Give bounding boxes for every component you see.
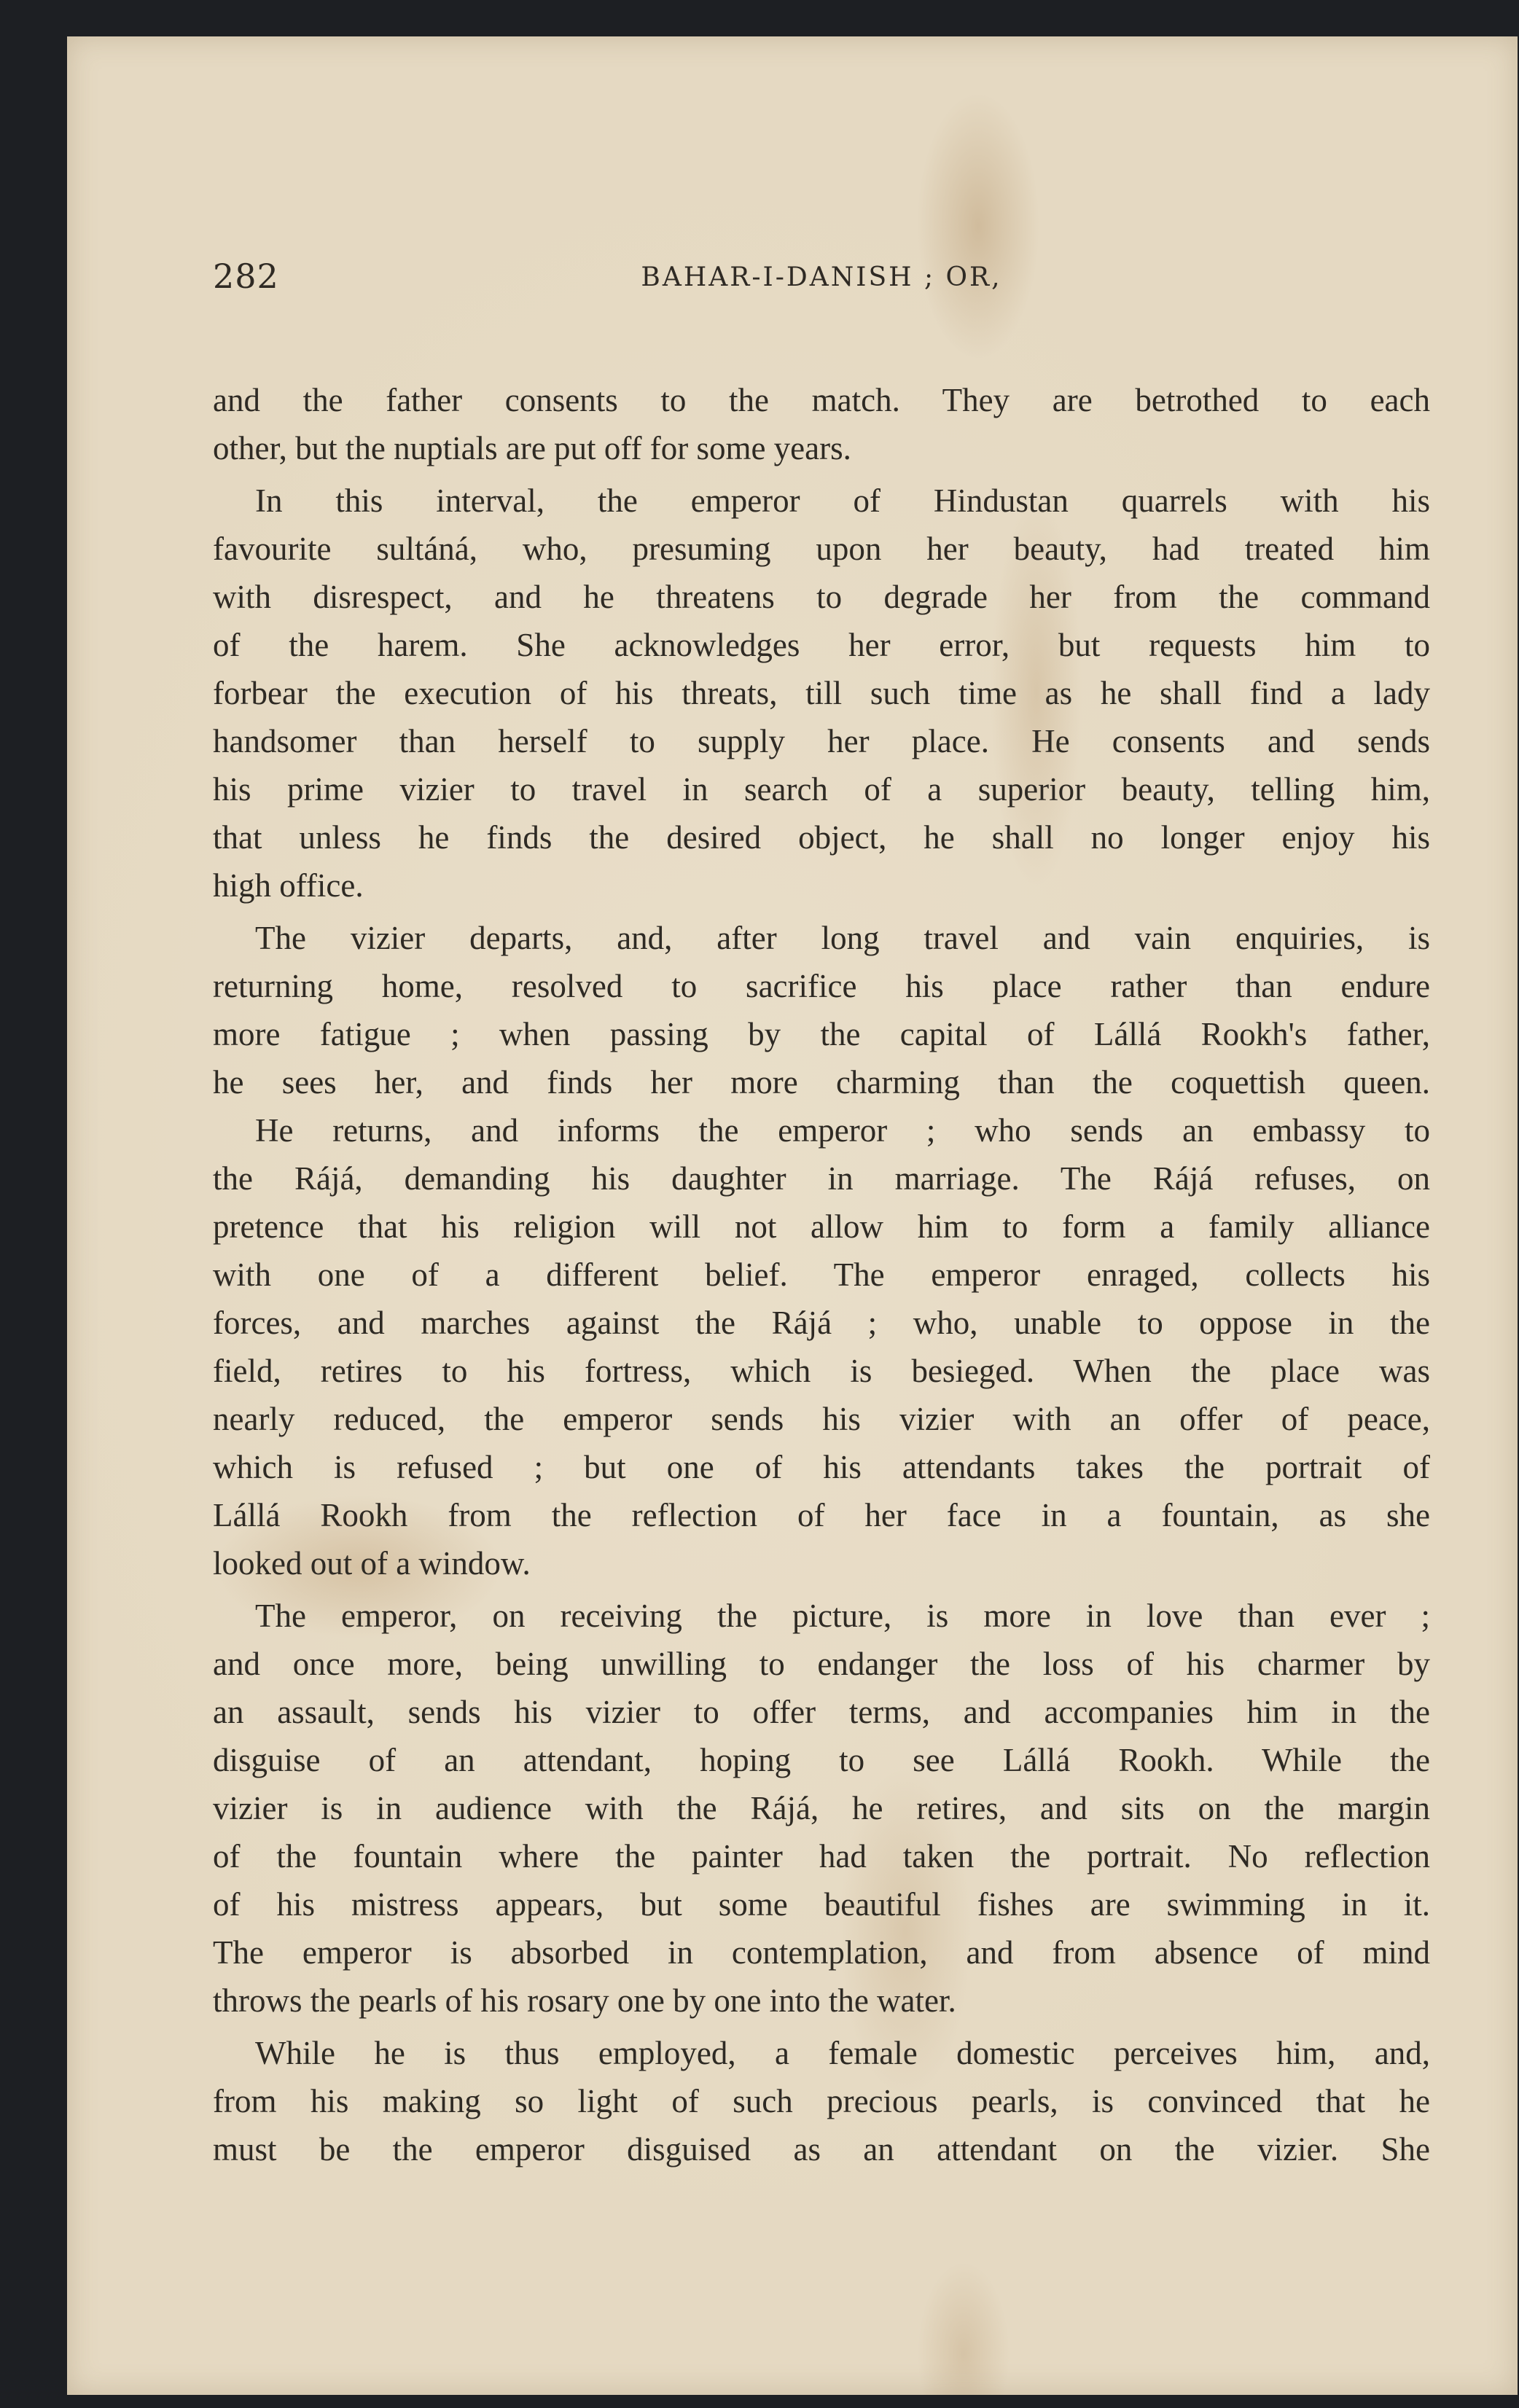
- text-line: high office.: [213, 867, 364, 904]
- text-line: an assault, sends his vizier to offer terms, and accompanies him in the: [213, 1694, 1430, 1730]
- text-line: While he is thus employed, a female domestic perceives him, and,: [255, 2035, 1430, 2071]
- paragraph: [213, 2029, 1430, 2173]
- text-line: disguise of an attendant, hoping to see Lállá Rookh. While the: [213, 1742, 1430, 1778]
- text-line: and the father consents to the match. They are betrothed to each: [213, 382, 1430, 418]
- text-line: returning home, resolved to sacrifice his place rather than endure: [213, 968, 1430, 1004]
- text-line: which is refused ; but one of his attendants takes the portrait of: [213, 1449, 1430, 1485]
- text-line: favourite sultáná, who, presuming upon her beauty, had treated him: [213, 531, 1430, 567]
- text-line: other, but the nuptials are put off for some years.: [213, 430, 851, 466]
- text-line: and once more, being unwilling to endanger the loss of his charmer by: [213, 1646, 1430, 1682]
- text-line: In this interval, the emperor of Hindustan quarrels with his: [255, 482, 1430, 519]
- text-line: The emperor, on receiving the picture, is more in love than ever ;: [255, 1598, 1430, 1634]
- paragraph: [213, 1106, 1430, 1587]
- text-line: with one of a different belief. The emperor enraged, collects his: [213, 1256, 1430, 1293]
- paragraph: [213, 1592, 1430, 2025]
- page-number: 282: [213, 257, 279, 296]
- text-line: pretence that his religion will not allow him to form a family alliance: [213, 1208, 1430, 1245]
- text-line: throws the pearls of his rosary one by one into the water.: [213, 1982, 956, 2019]
- text-line: the Rájá, demanding his daughter in marriage. The Rájá refuses, on: [213, 1160, 1430, 1197]
- text-line: Lállá Rookh from the reflection of her face in a fountain, as she: [213, 1497, 1430, 1533]
- text-line: He returns, and informs the emperor ; who sends an embassy to: [255, 1112, 1430, 1149]
- text-line: he sees her, and finds her more charming than the coquettish queen.: [213, 1064, 1430, 1101]
- text-line: must be the emperor disguised as an attendant on the vizier. She: [213, 2131, 1430, 2167]
- text-line: of his mistress appears, but some beautiful fishes are swimming in it.: [213, 1886, 1430, 1923]
- text-line: nearly reduced, the emperor sends his vizier with an offer of peace,: [213, 1401, 1430, 1437]
- text-line: handsomer than herself to supply her place. He consents and sends: [213, 723, 1430, 759]
- body-text: [213, 376, 1430, 2173]
- text-line: from his making so light of such precious pearls, is convinced that he: [213, 2083, 1430, 2119]
- text-line: The emperor is absorbed in contemplation, and from absence of mind: [213, 1934, 1430, 1971]
- text-line: more fatigue ; when passing by the capital of Lállá Rookh's father,: [213, 1016, 1430, 1052]
- text-line: that unless he finds the desired object, he shall no longer enjoy his: [213, 819, 1430, 856]
- text-line: The vizier departs, and, after long travel and vain enquiries, is: [255, 920, 1430, 956]
- text-line: field, retires to his fortress, which is besieged. When the place was: [213, 1353, 1430, 1389]
- text-line: vizier is in audience with the Rájá, he retires, and sits on the margin: [213, 1790, 1430, 1826]
- paragraph: [213, 914, 1430, 1106]
- text-line: looked out of a window.: [213, 1545, 531, 1582]
- text-line: with disrespect, and he threatens to degrade her from the command: [213, 579, 1430, 615]
- text-line: forbear the execution of his threats, till such time as he shall find a lady: [213, 675, 1430, 711]
- running-head: BAHAR-I-DANISH ; OR,: [641, 262, 1002, 292]
- text-line: forces, and marches against the Rájá ; who, unable to oppose in the: [213, 1305, 1430, 1341]
- paragraph: [213, 477, 1430, 910]
- text-line: of the fountain where the painter had taken the portrait. No reflection: [213, 1838, 1430, 1875]
- text-line: of the harem. She acknowledges her error, but requests him to: [213, 627, 1430, 663]
- page-sheet: [67, 36, 1518, 2395]
- text-line: his prime vizier to travel in search of a superior beauty, telling him,: [213, 771, 1430, 808]
- page-header: [213, 257, 1430, 300]
- paragraph: [213, 376, 1430, 472]
